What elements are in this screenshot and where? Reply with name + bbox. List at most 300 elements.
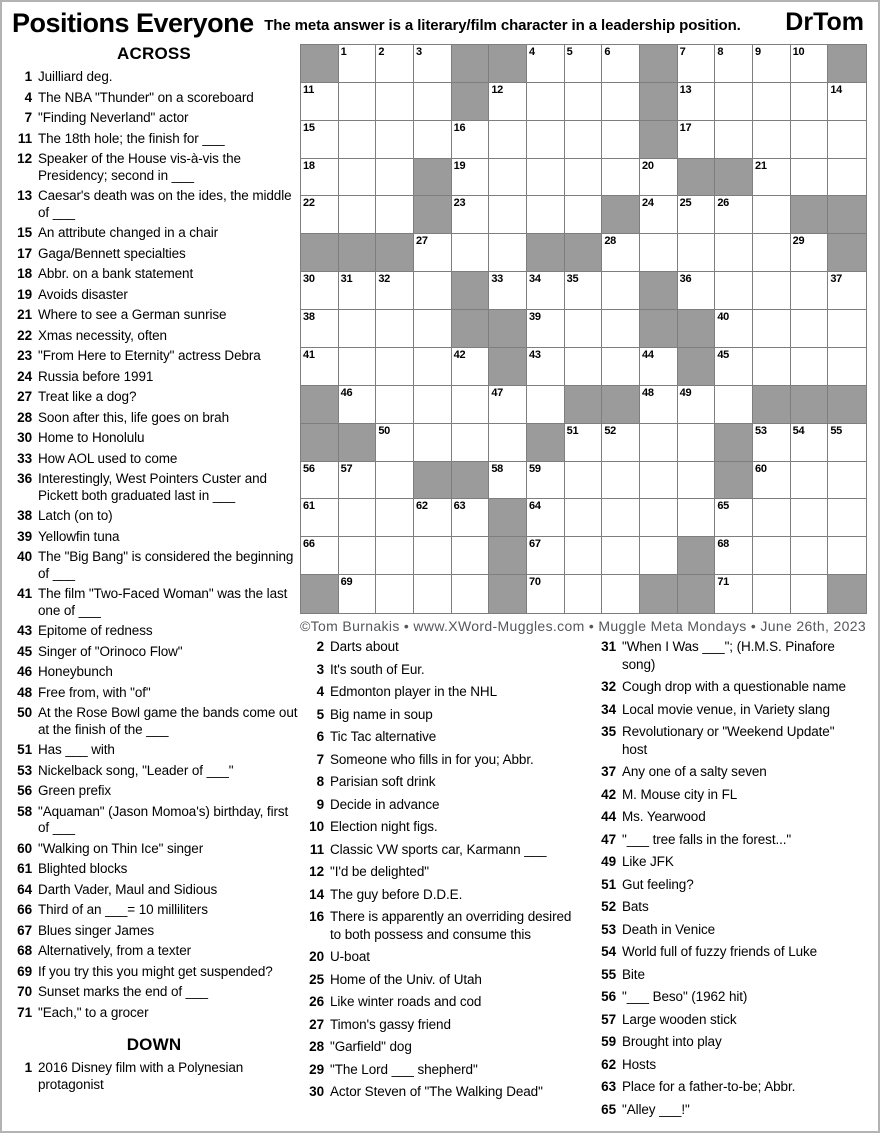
clue-text: Darth Vader, Maul and Sidious bbox=[38, 881, 218, 897]
across-clue-list bbox=[10, 69, 298, 1021]
clue-number: 10 bbox=[309, 819, 324, 834]
clue-text: World full of fuzzy friends of Luke bbox=[622, 944, 818, 959]
grid-cell[interactable] bbox=[565, 499, 603, 537]
clue-row bbox=[594, 1101, 856, 1119]
grid-cell[interactable] bbox=[489, 121, 527, 159]
grid-cell[interactable] bbox=[301, 83, 339, 121]
grid-cell[interactable] bbox=[715, 499, 753, 537]
clue-number: 22 bbox=[17, 327, 32, 343]
grid-cell[interactable] bbox=[791, 310, 829, 348]
grid-cell[interactable] bbox=[602, 499, 640, 537]
grid-cell-black bbox=[489, 45, 527, 83]
clue-row bbox=[594, 763, 856, 781]
grid-cell-black bbox=[414, 196, 452, 234]
grid-cell[interactable] bbox=[753, 234, 791, 272]
clue-text: Gut feeling? bbox=[622, 876, 694, 892]
clue-row bbox=[10, 964, 298, 981]
grid-cell[interactable] bbox=[339, 121, 377, 159]
cell-number: 45 bbox=[717, 348, 729, 361]
grid-cell[interactable] bbox=[414, 348, 452, 386]
grid-cell[interactable] bbox=[414, 499, 452, 537]
clue-row bbox=[302, 751, 580, 769]
grid-cell[interactable] bbox=[678, 424, 716, 462]
clue-text: Tic Tac alternative bbox=[330, 729, 437, 744]
clue-text: The film "Two-Faced Woman" was the last one of ___ bbox=[38, 586, 288, 618]
grid-cell[interactable] bbox=[489, 424, 527, 462]
grid-cell[interactable] bbox=[753, 45, 791, 83]
clue-text: Treat like a dog? bbox=[38, 389, 137, 404]
clue-number: 37 bbox=[601, 764, 616, 779]
grid-cell[interactable] bbox=[527, 499, 565, 537]
cell-number: 69 bbox=[340, 576, 353, 589]
grid-cell[interactable] bbox=[791, 575, 829, 613]
grid-cell[interactable] bbox=[715, 348, 753, 386]
clue-number: 20 bbox=[309, 949, 324, 964]
grid-cell[interactable] bbox=[376, 499, 414, 537]
grid-cell[interactable] bbox=[640, 196, 678, 234]
grid-cell[interactable] bbox=[376, 121, 414, 159]
clue-text: Blighted blocks bbox=[38, 861, 128, 876]
cell-number: 19 bbox=[453, 159, 466, 172]
grid-cell[interactable] bbox=[678, 121, 716, 159]
grid-cell[interactable] bbox=[828, 424, 866, 462]
grid-cell[interactable] bbox=[791, 499, 829, 537]
grid-cell[interactable] bbox=[339, 272, 377, 310]
grid-cell[interactable] bbox=[527, 462, 565, 500]
grid-cell[interactable] bbox=[678, 499, 716, 537]
clue-row bbox=[10, 529, 298, 546]
grid-cell[interactable] bbox=[414, 537, 452, 575]
grid-cell[interactable] bbox=[527, 310, 565, 348]
grid-cell[interactable] bbox=[715, 537, 753, 575]
grid-cell[interactable] bbox=[828, 499, 866, 537]
grid-cell[interactable] bbox=[414, 272, 452, 310]
grid-cell[interactable] bbox=[339, 575, 377, 613]
grid-cell[interactable] bbox=[339, 386, 377, 424]
grid-cell[interactable] bbox=[301, 196, 339, 234]
cell-number: 1 bbox=[340, 46, 347, 58]
grid-cell[interactable] bbox=[602, 121, 640, 159]
grid-cell[interactable] bbox=[452, 159, 490, 197]
grid-cell[interactable] bbox=[301, 159, 339, 197]
clue-text: Interestingly, West Pointers Custer and Pickett both graduated last in ___ bbox=[38, 471, 267, 503]
grid-cell[interactable] bbox=[640, 499, 678, 537]
grid-cell[interactable] bbox=[376, 83, 414, 121]
grid-cell[interactable] bbox=[678, 234, 716, 272]
grid-cell[interactable] bbox=[678, 272, 716, 310]
grid-cell[interactable] bbox=[753, 159, 791, 197]
grid-cell[interactable] bbox=[414, 121, 452, 159]
grid-cell[interactable] bbox=[414, 83, 452, 121]
down-clue-list-middle bbox=[302, 638, 580, 1101]
grid-cell[interactable] bbox=[753, 196, 791, 234]
grid-cell[interactable] bbox=[791, 348, 829, 386]
cell-number: 35 bbox=[566, 273, 579, 286]
grid-cell[interactable] bbox=[376, 537, 414, 575]
grid-cell[interactable] bbox=[828, 159, 866, 197]
across-column bbox=[10, 44, 298, 1097]
grid-cell[interactable] bbox=[565, 348, 603, 386]
clue-text: Soon after this, life goes on brah bbox=[38, 409, 229, 425]
grid-cell[interactable] bbox=[602, 45, 640, 83]
clue-row bbox=[594, 701, 856, 719]
cell-number: 10 bbox=[792, 46, 805, 58]
grid-cell[interactable] bbox=[640, 348, 678, 386]
grid-cell[interactable] bbox=[753, 537, 791, 575]
clue-number: 4 bbox=[316, 684, 324, 699]
grid-cell-black bbox=[715, 159, 753, 197]
clue-number: 56 bbox=[601, 989, 616, 1004]
grid-cell[interactable] bbox=[339, 45, 377, 83]
clue-number: 54 bbox=[601, 944, 616, 959]
clue-text: Russia before 1991 bbox=[38, 368, 154, 384]
grid-cell[interactable] bbox=[828, 462, 866, 500]
grid-cell[interactable] bbox=[489, 83, 527, 121]
grid-cell[interactable] bbox=[414, 424, 452, 462]
grid-cell[interactable] bbox=[678, 462, 716, 500]
clue-row bbox=[10, 151, 298, 184]
grid-cell-black bbox=[301, 386, 339, 424]
grid-cell[interactable] bbox=[301, 272, 339, 310]
grid-cell[interactable] bbox=[602, 159, 640, 197]
clue-text: Brought into play bbox=[622, 1034, 722, 1049]
grid-cell[interactable] bbox=[678, 196, 716, 234]
grid-cell[interactable] bbox=[753, 575, 791, 613]
clue-text: Gaga/Bennett specialties bbox=[38, 245, 186, 261]
grid-cell[interactable] bbox=[452, 537, 490, 575]
grid-cell[interactable] bbox=[339, 159, 377, 197]
clue-row bbox=[10, 841, 298, 858]
clue-row bbox=[10, 328, 298, 345]
grid-cell[interactable] bbox=[527, 159, 565, 197]
clue-text: Where to see a German sunrise bbox=[38, 307, 227, 322]
clue-text: Parisian soft drink bbox=[330, 774, 436, 789]
grid-cell-black bbox=[828, 45, 866, 83]
grid-cell[interactable] bbox=[376, 272, 414, 310]
clue-row bbox=[10, 266, 298, 283]
grid-cell-black bbox=[339, 234, 377, 272]
grid-cell-black bbox=[489, 537, 527, 575]
grid-cell[interactable] bbox=[339, 196, 377, 234]
clue-row bbox=[10, 685, 298, 702]
cell-number: 65 bbox=[717, 500, 729, 513]
cell-number: 62 bbox=[416, 500, 428, 513]
grid-cell[interactable] bbox=[414, 575, 452, 613]
clue-row bbox=[10, 623, 298, 640]
cell-number: 24 bbox=[642, 197, 654, 210]
grid-cell[interactable] bbox=[527, 575, 565, 613]
grid-cell[interactable] bbox=[565, 121, 603, 159]
clue-row bbox=[302, 728, 580, 746]
grid-cell[interactable] bbox=[565, 272, 603, 310]
grid-cell[interactable] bbox=[753, 310, 791, 348]
grid-cell[interactable] bbox=[753, 424, 791, 462]
grid-cell[interactable] bbox=[791, 424, 829, 462]
grid-cell[interactable] bbox=[602, 575, 640, 613]
cell-number: 50 bbox=[378, 424, 390, 437]
clue-text: Home to Honolulu bbox=[38, 430, 145, 445]
grid-cell[interactable] bbox=[791, 537, 829, 575]
clue-text: How AOL used to come bbox=[38, 450, 178, 466]
grid-cell[interactable] bbox=[640, 424, 678, 462]
cell-number: 44 bbox=[642, 348, 654, 361]
clue-row bbox=[10, 549, 298, 582]
grid-cell[interactable] bbox=[753, 348, 791, 386]
cell-number: 30 bbox=[303, 273, 315, 286]
grid-cell[interactable] bbox=[715, 83, 753, 121]
cell-number: 28 bbox=[604, 235, 616, 248]
grid-cell[interactable] bbox=[828, 121, 866, 159]
grid-cell[interactable] bbox=[452, 234, 490, 272]
grid-cell[interactable] bbox=[301, 348, 339, 386]
clue-text: "___ tree falls in the forest..." bbox=[622, 831, 792, 847]
clue-number: 11 bbox=[17, 130, 32, 146]
cell-number: 56 bbox=[303, 462, 315, 475]
grid-cell[interactable] bbox=[828, 272, 866, 310]
grid-cell[interactable] bbox=[452, 424, 490, 462]
grid-cell[interactable] bbox=[791, 234, 829, 272]
clue-row bbox=[10, 287, 298, 304]
grid-cell-black bbox=[640, 45, 678, 83]
grid-cell[interactable] bbox=[489, 159, 527, 197]
grid-cell[interactable] bbox=[565, 196, 603, 234]
grid-cell[interactable] bbox=[602, 83, 640, 121]
grid-cell[interactable] bbox=[376, 462, 414, 500]
grid-cell[interactable] bbox=[753, 272, 791, 310]
clue-number: 2 bbox=[316, 639, 324, 654]
grid-cell[interactable] bbox=[602, 537, 640, 575]
grid-cell[interactable] bbox=[753, 121, 791, 159]
grid-cell[interactable] bbox=[640, 462, 678, 500]
grid-cell[interactable] bbox=[565, 310, 603, 348]
clue-number: 59 bbox=[601, 1034, 616, 1049]
clue-text: The NBA "Thunder" on a scoreboard bbox=[38, 89, 254, 105]
clue-text: Home of the Univ. of Utah bbox=[330, 971, 482, 987]
grid-cell-black bbox=[527, 234, 565, 272]
clue-number: 49 bbox=[601, 854, 616, 869]
grid-cell[interactable] bbox=[791, 462, 829, 500]
grid-cell[interactable] bbox=[527, 45, 565, 83]
grid-cell[interactable] bbox=[565, 424, 603, 462]
grid-cell[interactable] bbox=[715, 234, 753, 272]
grid-cell[interactable] bbox=[828, 83, 866, 121]
grid-cell[interactable] bbox=[753, 462, 791, 500]
cell-number: 63 bbox=[453, 500, 466, 513]
grid-cell[interactable] bbox=[715, 575, 753, 613]
clue-number: 50 bbox=[17, 705, 32, 720]
grid-cell[interactable] bbox=[565, 575, 603, 613]
grid-cell[interactable] bbox=[791, 121, 829, 159]
cell-number: 64 bbox=[529, 500, 541, 513]
grid-cell-black bbox=[527, 424, 565, 462]
clue-number: 51 bbox=[17, 742, 32, 757]
grid-cell-black bbox=[565, 386, 603, 424]
grid-cell[interactable] bbox=[301, 462, 339, 500]
clue-text: Juilliard deg. bbox=[38, 69, 113, 84]
grid-cell[interactable] bbox=[828, 348, 866, 386]
grid-cell[interactable] bbox=[602, 462, 640, 500]
grid-cell[interactable] bbox=[452, 121, 490, 159]
grid-cell[interactable] bbox=[376, 575, 414, 613]
grid-cell[interactable] bbox=[640, 159, 678, 197]
clue-row bbox=[302, 638, 580, 656]
clue-row bbox=[10, 882, 298, 899]
grid-cell[interactable] bbox=[339, 348, 377, 386]
clue-number: 35 bbox=[601, 724, 616, 739]
grid-cell[interactable] bbox=[828, 310, 866, 348]
clue-row bbox=[10, 246, 298, 263]
grid-cell[interactable] bbox=[414, 386, 452, 424]
grid-cell[interactable] bbox=[527, 83, 565, 121]
grid-cell[interactable] bbox=[602, 424, 640, 462]
grid-cell[interactable] bbox=[640, 234, 678, 272]
clue-number: 41 bbox=[17, 586, 32, 601]
grid-cell-black bbox=[791, 386, 829, 424]
grid-cell[interactable] bbox=[640, 386, 678, 424]
grid-cell[interactable] bbox=[791, 83, 829, 121]
cell-number: 40 bbox=[717, 311, 729, 324]
clue-text: Honeybunch bbox=[38, 664, 113, 679]
clue-number: 55 bbox=[601, 966, 616, 982]
clue-number: 1 bbox=[24, 1060, 32, 1075]
grid-cell[interactable] bbox=[489, 386, 527, 424]
grid-cell[interactable] bbox=[376, 196, 414, 234]
grid-cell[interactable] bbox=[527, 537, 565, 575]
grid-cell[interactable] bbox=[376, 386, 414, 424]
clue-text: Abbr. on a bank statement bbox=[38, 266, 194, 281]
grid-cell[interactable] bbox=[339, 537, 377, 575]
grid-cell[interactable] bbox=[565, 462, 603, 500]
clue-row bbox=[10, 783, 298, 800]
grid-cell[interactable] bbox=[565, 45, 603, 83]
grid-cell[interactable] bbox=[678, 386, 716, 424]
clue-number: 45 bbox=[17, 643, 32, 659]
grid-cell[interactable] bbox=[376, 348, 414, 386]
grid-cell[interactable] bbox=[791, 159, 829, 197]
grid-cell-black bbox=[640, 83, 678, 121]
clue-number: 58 bbox=[17, 803, 32, 819]
grid-cell[interactable] bbox=[452, 386, 490, 424]
grid-cell[interactable] bbox=[753, 83, 791, 121]
clue-number: 61 bbox=[17, 861, 32, 876]
grid-cell[interactable] bbox=[527, 121, 565, 159]
grid-cell[interactable] bbox=[791, 272, 829, 310]
grid-cell[interactable] bbox=[339, 462, 377, 500]
clue-number: 56 bbox=[17, 783, 32, 798]
grid-cell[interactable] bbox=[715, 272, 753, 310]
clue-number: 42 bbox=[601, 786, 616, 802]
grid-cell[interactable] bbox=[527, 386, 565, 424]
grid-cell[interactable] bbox=[715, 310, 753, 348]
cell-number: 66 bbox=[303, 538, 315, 551]
cell-number: 27 bbox=[416, 235, 428, 248]
grid-cell[interactable] bbox=[753, 499, 791, 537]
grid-cell[interactable] bbox=[452, 575, 490, 613]
cell-number: 42 bbox=[453, 348, 466, 361]
grid-cell[interactable] bbox=[678, 83, 716, 121]
grid-cell[interactable] bbox=[565, 537, 603, 575]
clue-number: 60 bbox=[17, 840, 32, 856]
cell-number: 37 bbox=[830, 273, 842, 286]
cell-number: 32 bbox=[378, 273, 390, 286]
cell-number: 16 bbox=[453, 121, 466, 134]
cell-number: 68 bbox=[717, 538, 729, 551]
clue-number: 62 bbox=[601, 1056, 616, 1072]
grid-cell[interactable] bbox=[452, 499, 490, 537]
clue-text: It's south of Eur. bbox=[330, 661, 425, 677]
clue-row bbox=[10, 861, 298, 878]
clue-number: 1 bbox=[24, 69, 32, 84]
clue-row bbox=[10, 307, 298, 324]
grid-cell[interactable] bbox=[376, 310, 414, 348]
grid-cell[interactable] bbox=[715, 196, 753, 234]
clue-row bbox=[10, 943, 298, 960]
grid-cell[interactable] bbox=[489, 462, 527, 500]
grid-cell[interactable] bbox=[791, 45, 829, 83]
cell-number: 36 bbox=[679, 273, 692, 286]
grid-cell[interactable] bbox=[527, 348, 565, 386]
clue-row bbox=[594, 966, 856, 984]
grid-cell[interactable] bbox=[527, 272, 565, 310]
grid-cell[interactable] bbox=[301, 499, 339, 537]
grid-cell[interactable] bbox=[301, 537, 339, 575]
clue-number: 65 bbox=[601, 1101, 616, 1117]
clue-text: Decide in advance bbox=[330, 796, 440, 812]
grid-cell[interactable] bbox=[828, 537, 866, 575]
grid-cell[interactable] bbox=[452, 196, 490, 234]
grid-cell[interactable] bbox=[678, 45, 716, 83]
grid-cell[interactable] bbox=[602, 348, 640, 386]
grid-cell[interactable] bbox=[376, 45, 414, 83]
grid-cell[interactable] bbox=[414, 45, 452, 83]
clue-number: 19 bbox=[17, 286, 32, 302]
grid-cell[interactable] bbox=[715, 386, 753, 424]
grid-cell[interactable] bbox=[339, 83, 377, 121]
grid-cell[interactable] bbox=[414, 234, 452, 272]
clue-text: Like JFK bbox=[622, 854, 674, 869]
grid-cell[interactable] bbox=[602, 272, 640, 310]
copyright-line: ©Tom Burnakis • www.XWord-Muggles.com • Muggle Meta Mondays • June 26th, 2023 bbox=[300, 618, 867, 634]
grid-cell[interactable] bbox=[489, 272, 527, 310]
grid-cell[interactable] bbox=[489, 234, 527, 272]
clue-text: Blues singer James bbox=[38, 922, 155, 938]
grid-cell[interactable] bbox=[414, 310, 452, 348]
clue-text: "Aquaman" (Jason Momoa's) birthday, first of ___ bbox=[38, 803, 289, 835]
grid-cell[interactable] bbox=[339, 499, 377, 537]
grid-cell[interactable] bbox=[565, 159, 603, 197]
clue-number: 68 bbox=[17, 943, 32, 958]
grid-cell[interactable] bbox=[565, 83, 603, 121]
grid-cell[interactable] bbox=[376, 424, 414, 462]
grid-cell[interactable] bbox=[301, 121, 339, 159]
clue-text: Someone who fills in for you; Abbr. bbox=[330, 751, 534, 767]
grid-cell[interactable] bbox=[376, 159, 414, 197]
grid-cell[interactable] bbox=[301, 310, 339, 348]
grid-cell[interactable] bbox=[489, 196, 527, 234]
cell-number: 26 bbox=[717, 197, 729, 210]
grid-cell[interactable] bbox=[640, 537, 678, 575]
cell-number: 15 bbox=[303, 121, 315, 134]
grid-cell[interactable] bbox=[715, 121, 753, 159]
grid-cell[interactable] bbox=[602, 310, 640, 348]
grid-cell[interactable] bbox=[715, 45, 753, 83]
grid-cell[interactable] bbox=[527, 196, 565, 234]
grid-cell[interactable] bbox=[452, 348, 490, 386]
clue-text: "___ Beso" (1962 hit) bbox=[622, 989, 748, 1004]
grid-cell[interactable] bbox=[602, 234, 640, 272]
clue-row bbox=[302, 661, 580, 679]
grid-cell[interactable] bbox=[339, 310, 377, 348]
